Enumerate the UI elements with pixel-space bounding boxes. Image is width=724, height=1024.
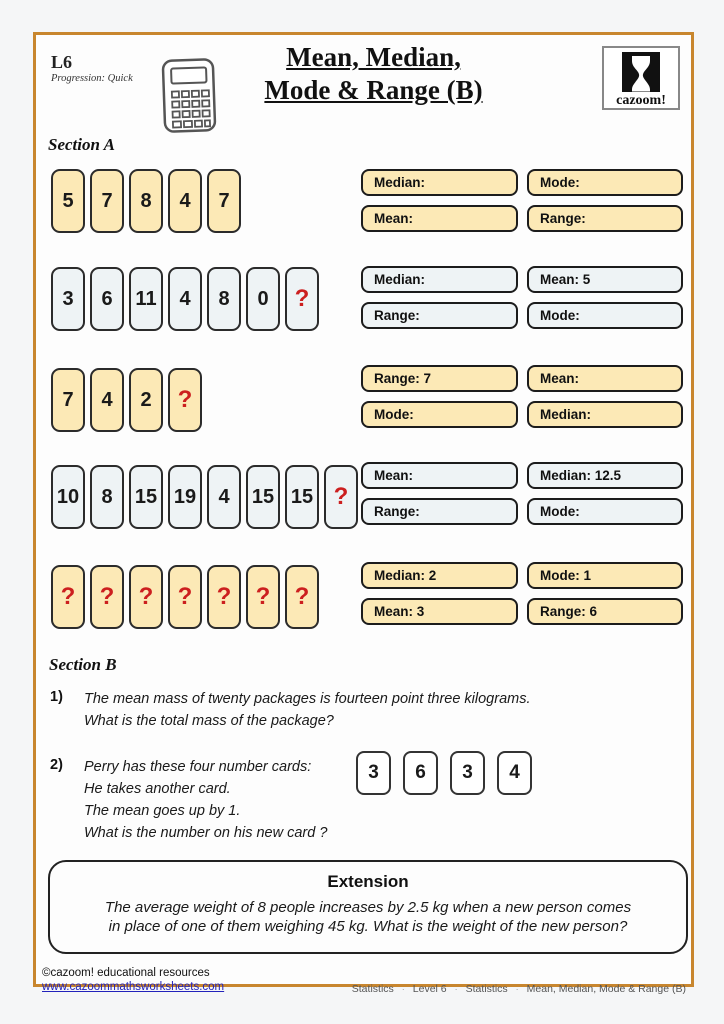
card-row-4 bbox=[51, 465, 358, 529]
mystery-card: ? bbox=[168, 368, 202, 432]
extension-line2: in place of one of them weighing 45 kg. What is the weight of the new person? bbox=[108, 918, 628, 935]
number-card: 5 bbox=[51, 169, 85, 233]
number-card: 11 bbox=[129, 267, 163, 331]
question-2-line3: The mean goes up by 1. bbox=[84, 803, 241, 819]
number-card: 15 bbox=[285, 465, 319, 529]
copyright-text: ©cazoom! educational resources bbox=[42, 967, 210, 979]
answer-box: Range: 6 bbox=[527, 598, 683, 625]
number-card: 10 bbox=[51, 465, 85, 529]
answer-grid-3 bbox=[361, 365, 683, 428]
breadcrumb-separator: · bbox=[454, 984, 458, 994]
cazoom-logo bbox=[602, 46, 680, 110]
number-card: 15 bbox=[129, 465, 163, 529]
card-row-3 bbox=[51, 368, 202, 432]
page-title-line1: Mean, Median, bbox=[286, 42, 461, 72]
number-card: 8 bbox=[129, 169, 163, 233]
number-card: 19 bbox=[168, 465, 202, 529]
number-card: 3 bbox=[356, 751, 391, 795]
number-card: 0 bbox=[246, 267, 280, 331]
mystery-card: ? bbox=[168, 565, 202, 629]
question-2-line4: What is the number on his new card ? bbox=[84, 825, 328, 841]
mystery-card: ? bbox=[51, 565, 85, 629]
answer-box: Mode: 1 bbox=[527, 562, 683, 589]
breadcrumb-item: Mean, Median, Mode & Range (B) bbox=[526, 983, 686, 995]
number-card: 7 bbox=[90, 169, 124, 233]
breadcrumb-item: Statistics bbox=[465, 983, 508, 995]
answer-box: Range: 7 bbox=[361, 365, 518, 392]
answer-box: Mode: bbox=[527, 302, 683, 329]
answer-box: Mean: bbox=[527, 365, 683, 392]
answer-box: Mean: 3 bbox=[361, 598, 518, 625]
number-card: 6 bbox=[403, 751, 438, 795]
answer-grid-5 bbox=[361, 562, 683, 625]
drum-icon bbox=[622, 52, 660, 92]
breadcrumb-item: Level 6 bbox=[412, 983, 447, 995]
number-card: 7 bbox=[51, 368, 85, 432]
answer-box: Mean: 5 bbox=[527, 266, 683, 293]
card-row-5 bbox=[51, 565, 319, 629]
answer-box: Mode: bbox=[527, 169, 683, 196]
breadcrumb-item: Statistics bbox=[351, 983, 394, 995]
card-row-1 bbox=[51, 169, 241, 233]
mystery-card: ? bbox=[324, 465, 358, 529]
answer-box: Mean: bbox=[361, 462, 518, 489]
answer-grid-1 bbox=[361, 169, 683, 232]
answer-box: Mode: bbox=[527, 498, 683, 525]
number-card: 3 bbox=[450, 751, 485, 795]
number-card: 4 bbox=[207, 465, 241, 529]
number-card: 15 bbox=[246, 465, 280, 529]
mystery-card: ? bbox=[207, 565, 241, 629]
answer-grid-2 bbox=[361, 266, 683, 329]
question-2-line2: He takes another card. bbox=[84, 781, 231, 797]
answer-grid-4 bbox=[361, 462, 683, 525]
section-b-heading: Section B bbox=[49, 655, 117, 674]
number-card: 4 bbox=[168, 267, 202, 331]
mystery-card: ? bbox=[246, 565, 280, 629]
question-2-number: 2) bbox=[50, 757, 63, 773]
number-card: 8 bbox=[90, 465, 124, 529]
extension-heading: Extension bbox=[327, 872, 409, 891]
question-2-line1: Perry has these four number cards: bbox=[84, 759, 312, 775]
question-1-line2: What is the total mass of the package? bbox=[84, 713, 334, 729]
number-card: 4 bbox=[168, 169, 202, 233]
breadcrumb-separator: · bbox=[515, 984, 519, 994]
answer-box: Mode: bbox=[361, 401, 518, 428]
answer-box: Median: 12.5 bbox=[527, 462, 683, 489]
mystery-card: ? bbox=[90, 565, 124, 629]
number-card: 8 bbox=[207, 267, 241, 331]
page-title bbox=[36, 41, 691, 107]
section-a-heading: Section A bbox=[48, 135, 115, 154]
number-card: 4 bbox=[497, 751, 532, 795]
progression-label: Progression: Quick bbox=[51, 73, 133, 84]
answer-box: Range: bbox=[361, 302, 518, 329]
mystery-card: ? bbox=[129, 565, 163, 629]
answer-box: Range: bbox=[361, 498, 518, 525]
answer-box: Median: bbox=[527, 401, 683, 428]
breadcrumb-separator: · bbox=[401, 984, 405, 994]
answer-box: Median: bbox=[361, 266, 518, 293]
card-row-2 bbox=[51, 267, 319, 331]
number-card: 6 bbox=[90, 267, 124, 331]
extension-box bbox=[48, 860, 688, 954]
number-card: 3 bbox=[51, 267, 85, 331]
number-card: 2 bbox=[129, 368, 163, 432]
breadcrumb bbox=[352, 983, 686, 995]
worksheet-page bbox=[33, 32, 694, 995]
number-card: 4 bbox=[90, 368, 124, 432]
extension-line1: The average weight of 8 people increases by 2.5 kg when a new person comes bbox=[104, 899, 632, 916]
answer-box: Mean: bbox=[361, 205, 518, 232]
mystery-card: ? bbox=[285, 267, 319, 331]
mystery-card: ? bbox=[285, 565, 319, 629]
cazoom-logo-text: cazoom! bbox=[616, 93, 666, 108]
level-label: L6 bbox=[51, 52, 73, 72]
website-link[interactable]: www.cazoommathsworksheets.com bbox=[42, 981, 225, 993]
question-2-cards bbox=[356, 751, 532, 795]
answer-box: Median: 2 bbox=[361, 562, 518, 589]
answer-box: Median: bbox=[361, 169, 518, 196]
question-1-number: 1) bbox=[50, 689, 63, 705]
page-title-line2: Mode & Range (B) bbox=[264, 75, 483, 105]
number-card: 7 bbox=[207, 169, 241, 233]
answer-box: Range: bbox=[527, 205, 683, 232]
question-1-line1: The mean mass of twenty packages is fourteen point three kilograms. bbox=[84, 691, 531, 707]
